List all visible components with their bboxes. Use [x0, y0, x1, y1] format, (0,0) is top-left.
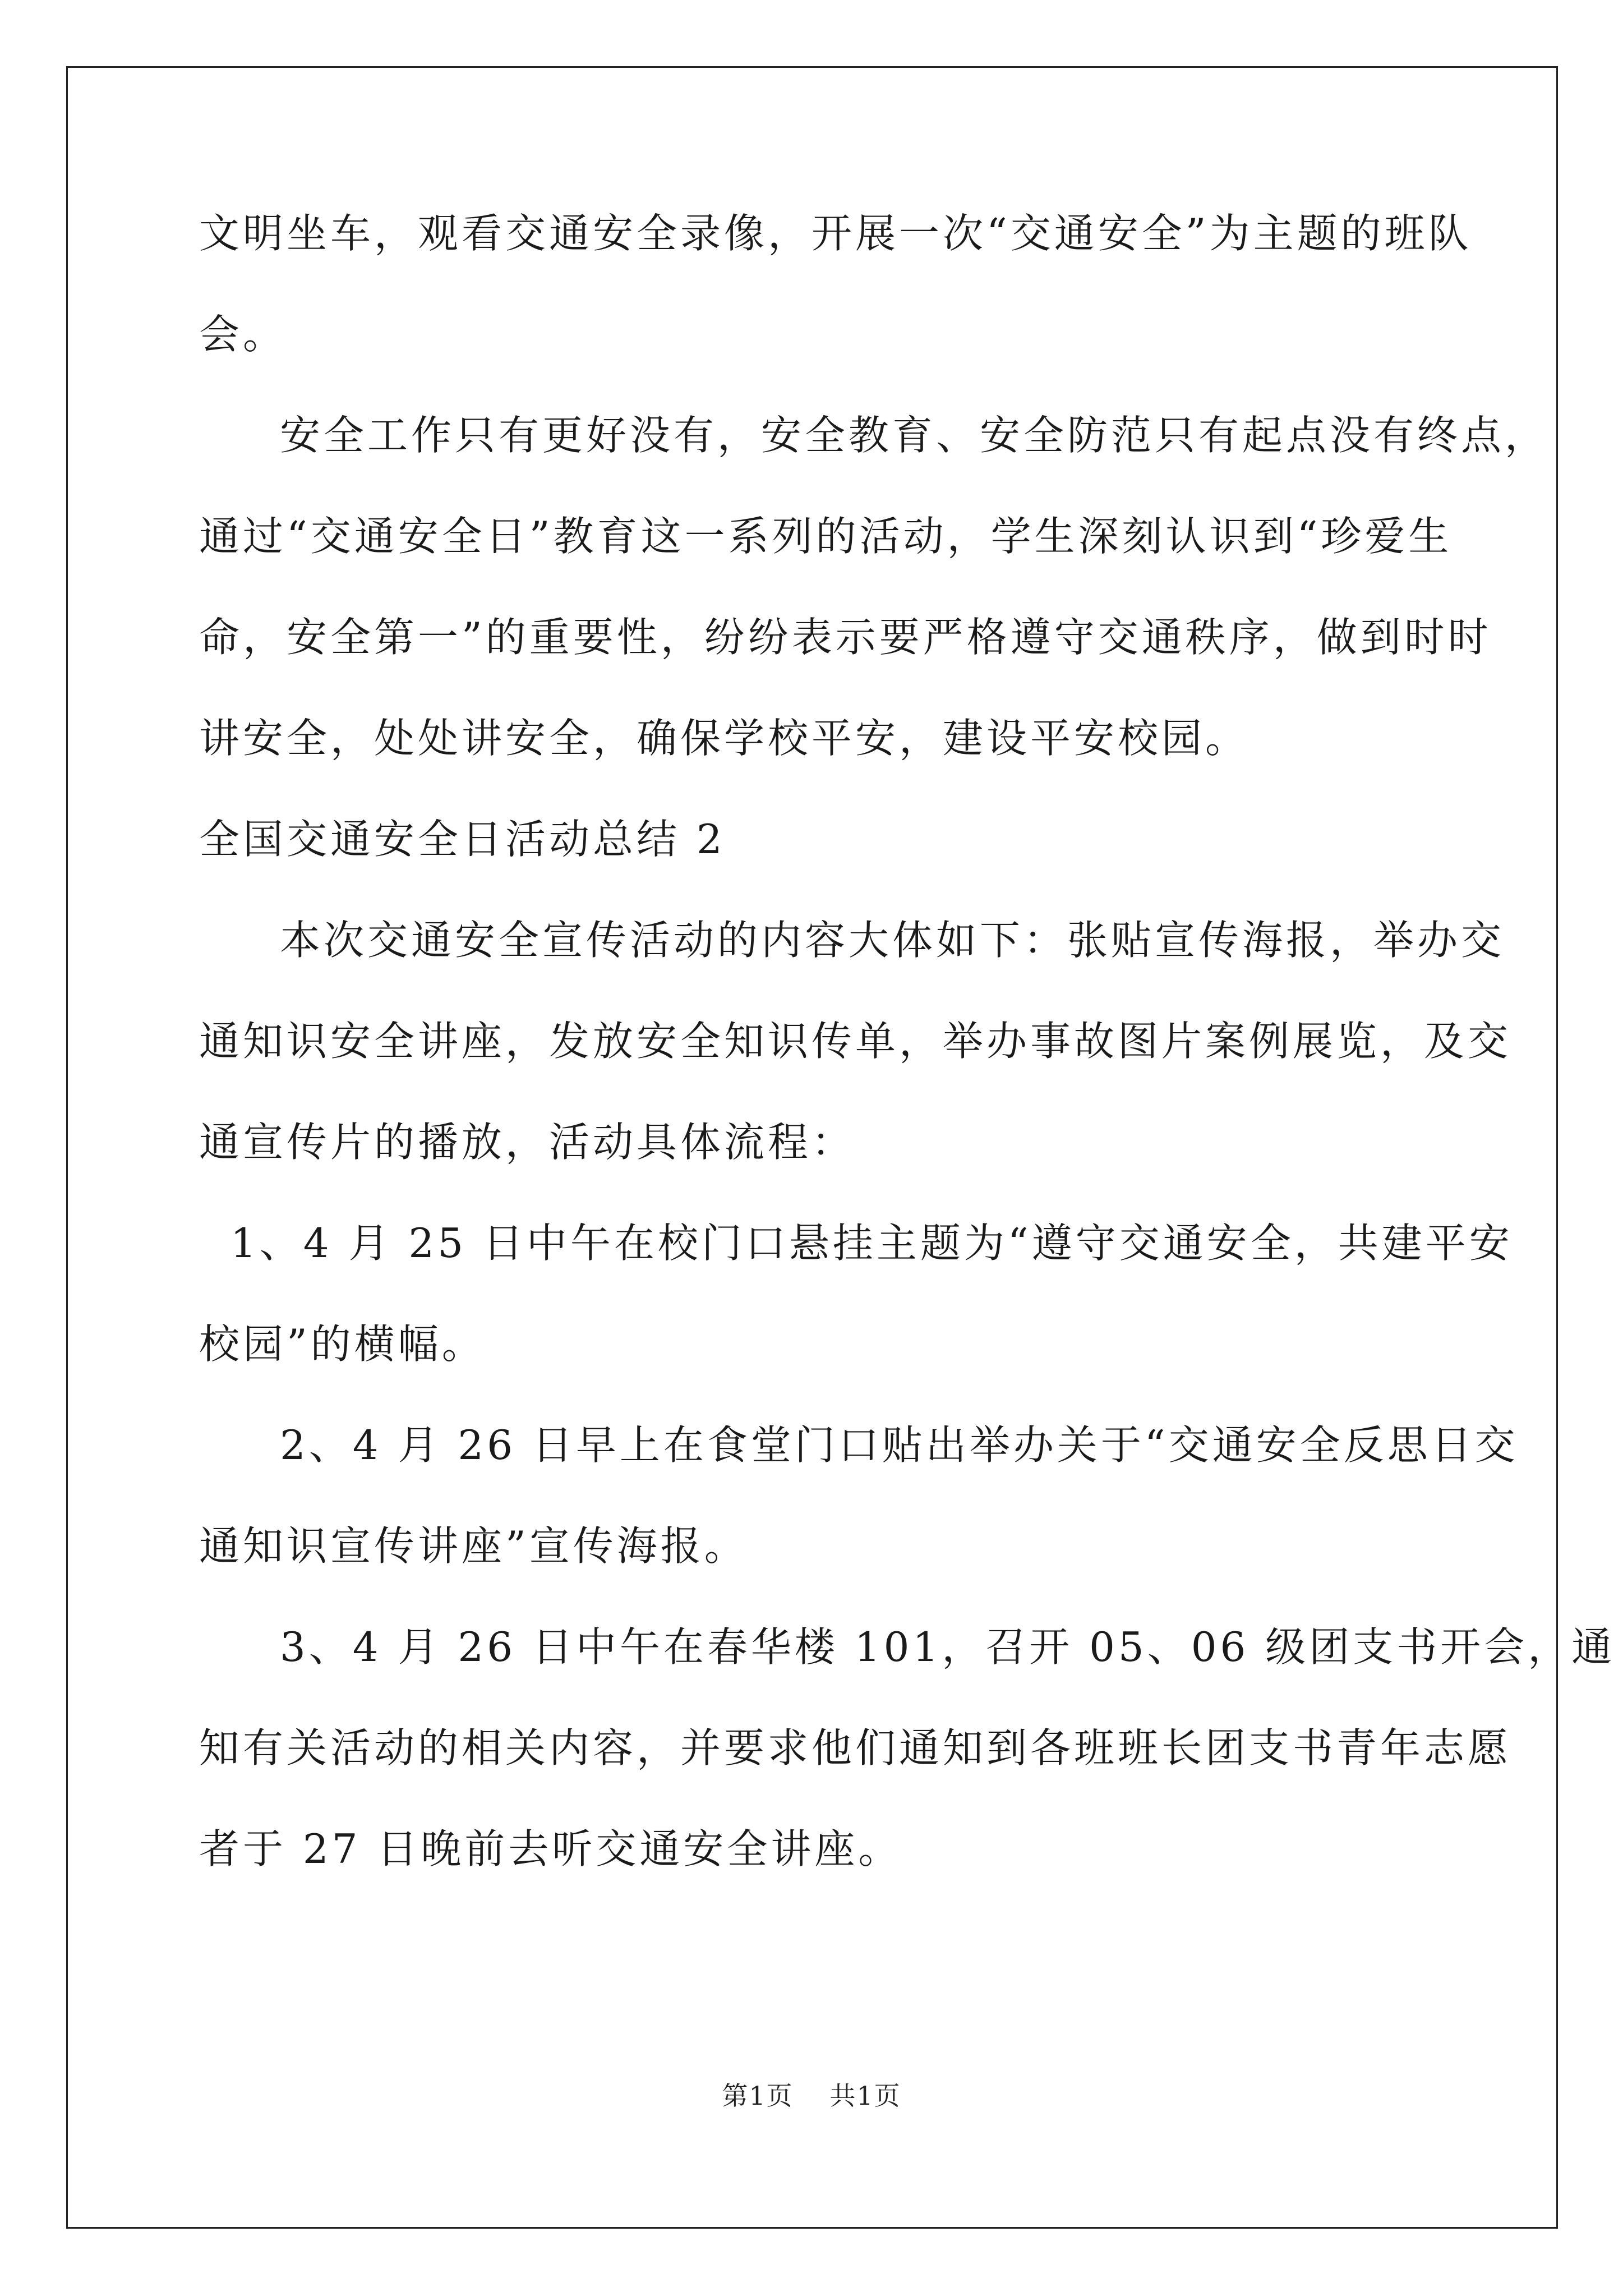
text-line: 通知识宣传讲座”宣传海报。	[199, 1522, 748, 1570]
page-footer	[0, 2076, 1623, 2113]
text-line: 安全工作只有更好没有，安全教育、安全防范只有起点没有终点，	[280, 412, 1549, 459]
text-line: 知有关活动的相关内容，并要求他们通知到各班班长团支书青年志愿	[199, 1724, 1512, 1772]
text-line: 讲安全，处处讲安全，确保学校平安，建设平安校园。	[199, 715, 1249, 762]
page-count: 共1页	[829, 2081, 901, 2111]
page-number: 第1页	[722, 2081, 794, 2111]
text-line: 会。	[199, 311, 287, 358]
text-line: 命，安全第一”的重要性，纷纷表示要严格遵守交通秩序，做到时时	[199, 614, 1492, 661]
text-line: 1、4 月 25 日中午在校门口悬挂主题为“遵守交通安全，共建平安	[230, 1220, 1513, 1267]
text-line: 通过“交通安全日”教育这一系列的活动，学生深刻认识到“珍爱生	[199, 513, 1453, 560]
text-line: 3、4 月 26 日中午在春华楼 101，召开 05、06 级团支书开会，通	[280, 1623, 1616, 1671]
text-line: 通宣传片的播放，活动具体流程：	[199, 1119, 856, 1166]
text-line: 本次交通安全宣传活动的内容大体如下：张贴宣传海报，举办交	[280, 917, 1505, 964]
text-line: 文明坐车，观看交通安全录像，开展一次“交通安全”为主题的班队	[199, 210, 1472, 257]
text-line: 通知识安全讲座，发放安全知识传单，举办事故图片案例展览，及交	[199, 1018, 1512, 1065]
section-heading: 全国交通安全日活动总结 2	[199, 816, 726, 863]
text-line: 2、4 月 26 日早上在食堂门口贴出举办关于“交通安全反思日交	[280, 1421, 1519, 1469]
text-line: 校园”的横幅。	[199, 1320, 486, 1368]
text-line: 者于 27 日晚前去听交通安全讲座。	[199, 1825, 902, 1872]
document-body	[199, 210, 1616, 1930]
